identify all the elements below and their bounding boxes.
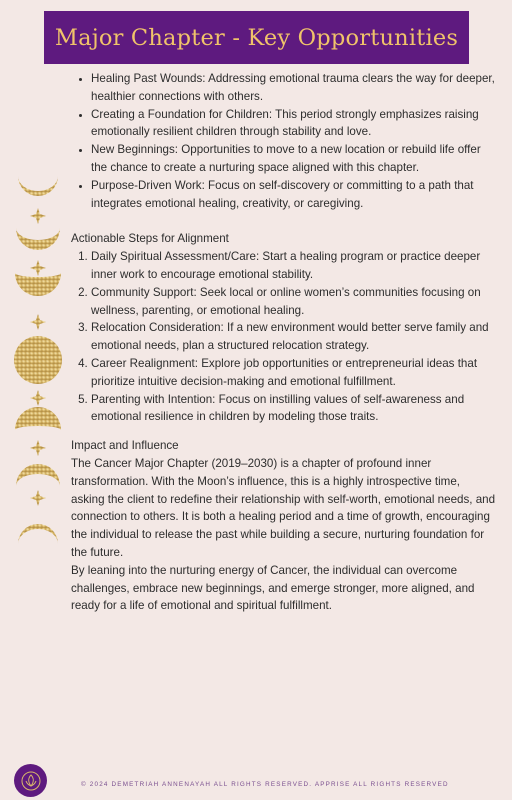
moon-crescent-icon	[16, 228, 60, 250]
list-item: • Purpose-Driven Work: Focus on self-discovery or committing to a path that integrates emotional healing, creativity, or caregiving.	[91, 177, 496, 213]
page-title: Major Chapter - Key Opportunities	[54, 24, 459, 51]
moon-crescent-icon	[18, 176, 58, 196]
list-item: 2. Community Support: Seek local or online women’s communities focusing on wellness, parenting, or emotional healing.	[91, 284, 496, 320]
list-item: 1. Daily Spiritual Assessment/Care: Start a healing program or practice deeper inner work to encourage emotional stability.	[91, 248, 496, 284]
steps-heading: Actionable Steps for Alignment	[71, 232, 229, 246]
main-content	[71, 70, 496, 615]
list-item: • New Beginnings: Opportunities to move to a new location or rebuild life offer the chance to create a nurturing space aligned with this chapter.	[91, 141, 496, 177]
list-item: 4. Career Realignment: Explore job opportunities or entrepreneurial ideas that prioritize intuitive decision-making and emotional fulfillment.	[91, 355, 496, 391]
impact-heading: Impact and Influence	[71, 439, 179, 453]
moon-crescent-icon	[16, 464, 60, 486]
moon-gibbous-icon	[15, 407, 61, 430]
star-icon	[30, 440, 46, 456]
list-item: • Healing Past Wounds: Addressing emotional trauma clears the way for deeper, healthier connections with others.	[91, 70, 496, 106]
moon-phases-decoration	[10, 168, 66, 548]
page-header	[44, 11, 469, 64]
star-icon	[30, 260, 46, 276]
star-icon	[30, 208, 46, 224]
list-item: 3. Relocation Consideration: If a new environment would better serve family and emotional needs, plan a structured relocation strategy.	[91, 319, 496, 355]
lotus-logo-icon	[14, 764, 47, 797]
list-item: • Creating a Foundation for Children: This period strongly emphasizes raising emotionally resilient children through stability and love.	[91, 106, 496, 142]
moon-crescent-icon	[18, 524, 58, 544]
copyright-text: © 2024 DEMETRIAH ANNENAYAH ALL RIGHTS RESERVED. APPRISE ALL RIGHTS RESERVED	[81, 781, 449, 788]
moon-gibbous-icon	[15, 273, 61, 296]
star-icon	[30, 490, 46, 506]
impact-paragraph: By leaning into the nurturing energy of Cancer, the individual can overcome challenges, embrace new beginnings, and emerge stronger, more aligned, and ready for a life of emotional and spiritual fulfillment.	[71, 563, 475, 613]
steps-list	[71, 248, 496, 426]
opportunities-list	[71, 70, 496, 212]
star-icon	[30, 314, 46, 330]
star-icon	[30, 390, 46, 406]
list-item: 5. Parenting with Intention: Focus on instilling values of self-awareness and emotional resilience in children by modeling those traits.	[91, 391, 496, 427]
full-moon-icon	[14, 336, 62, 384]
impact-paragraph: The Cancer Major Chapter (2019–2030) is a chapter of profound inner transformation. With the Moon’s influence, this is a highly introspective time, asking the client to redefine their relationship with self-worth, emotional needs, and connection to others. It is both a healing period and a time of growth, encouraging the individual to release the past while building a secure, nurturing foundation for the future.	[71, 456, 496, 559]
